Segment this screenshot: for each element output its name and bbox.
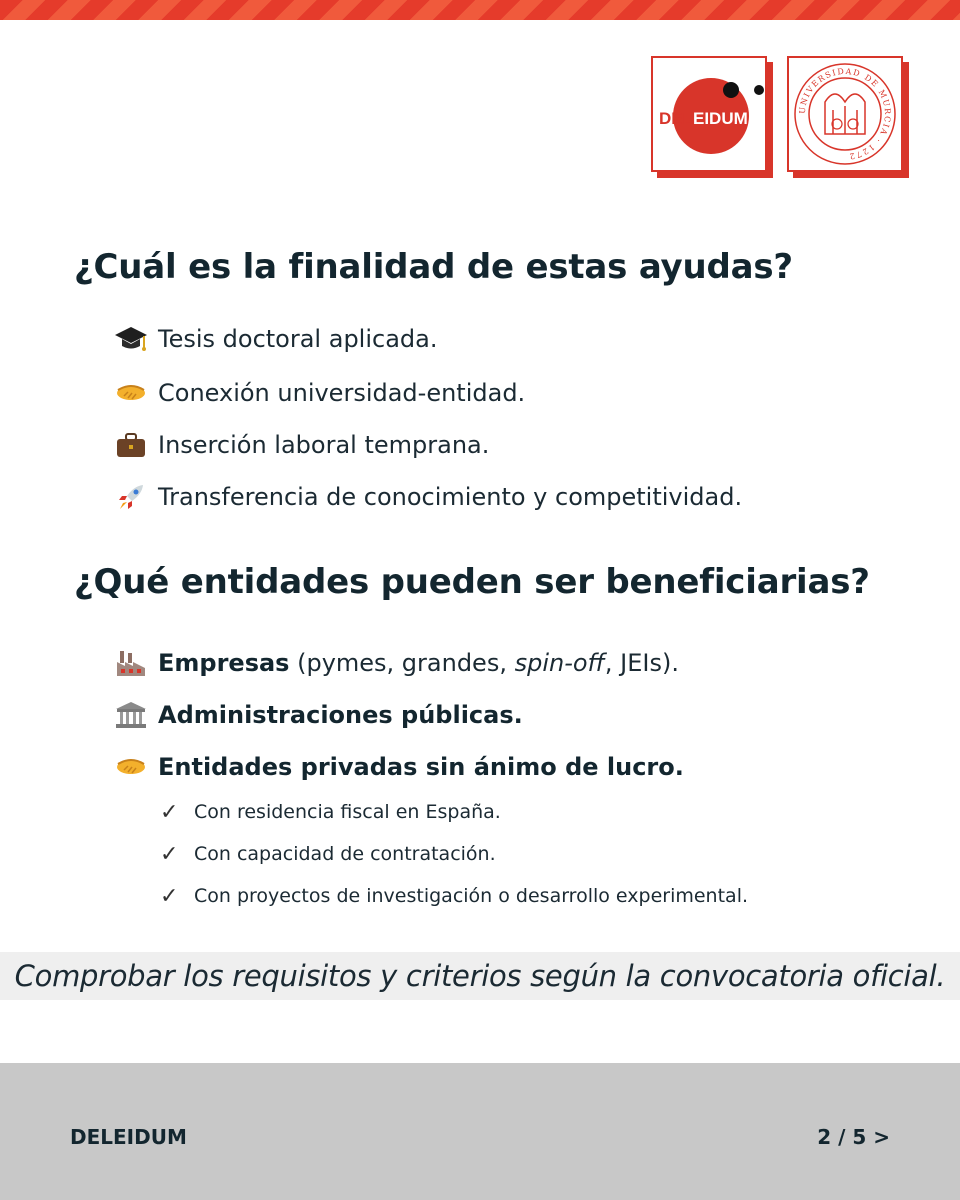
handshake-icon	[114, 378, 148, 408]
briefcase-icon	[114, 430, 148, 460]
list-item	[114, 698, 523, 732]
item-text: Inserción laboral temprana.	[158, 431, 490, 459]
list-item	[114, 376, 525, 410]
item-bold-text: Administraciones públicas.	[158, 701, 523, 729]
sub-item-text: Con proyectos de investigación o desarrollo experimental.	[194, 885, 749, 907]
sub-item-text: Con capacidad de contratación.	[194, 843, 496, 865]
sub-list-item	[160, 840, 496, 868]
checkmark-icon: ✓	[160, 841, 179, 867]
item-text	[158, 649, 679, 677]
checkmark-icon: ✓	[160, 799, 179, 825]
item-bold-text: Entidades privadas sin ánimo de lucro.	[158, 753, 684, 781]
sub-item-text: Con residencia fiscal en España.	[194, 801, 501, 823]
item-rest-text	[289, 649, 678, 677]
footer-brand: DELEIDUM	[70, 1125, 187, 1149]
item-bold-text: Empresas	[158, 649, 290, 677]
rocket-icon	[114, 482, 148, 512]
seal-text: UNIVERSIDAD DE MURCIA · 1272	[797, 66, 893, 161]
footer	[0, 1063, 960, 1200]
sub-list-item	[160, 798, 501, 826]
list-item	[114, 480, 742, 514]
beneficiaries-heading: ¿Qué entidades pueden ser beneficiarias?	[74, 562, 870, 602]
top-stripe-bar	[0, 0, 960, 20]
page-indicator-next[interactable]: 2 / 5 >	[817, 1125, 890, 1149]
universidad-murcia-seal	[787, 56, 903, 172]
item-text: Transferencia de conocimiento y competitividad.	[158, 483, 743, 511]
logo-text-del: DEL	[659, 109, 693, 128]
item-rest-italic: spin-off	[514, 649, 605, 677]
logo-text-eidum: EIDUM	[693, 109, 748, 128]
classical-building-icon	[114, 700, 148, 730]
list-item	[114, 750, 684, 784]
item-rest-b: , JEIs).	[604, 649, 679, 677]
handshake-icon	[114, 752, 148, 782]
list-item	[114, 428, 489, 462]
item-rest-a: (pymes, grandes,	[289, 649, 515, 677]
list-item	[114, 646, 679, 680]
factory-icon	[114, 648, 148, 678]
sub-list-item	[160, 882, 748, 910]
item-text: Tesis doctoral aplicada.	[158, 325, 438, 353]
item-text: Conexión universidad-entidad.	[158, 379, 526, 407]
checkmark-icon: ✓	[160, 883, 179, 909]
purpose-heading: ¿Cuál es la finalidad de estas ayudas?	[74, 247, 793, 287]
deleidum-logo	[651, 56, 767, 172]
graduation-cap-icon	[114, 324, 148, 354]
official-call-notice: Comprobar los requisitos y criterios según la convocatoria oficial.	[0, 952, 960, 1000]
list-item	[114, 322, 437, 356]
